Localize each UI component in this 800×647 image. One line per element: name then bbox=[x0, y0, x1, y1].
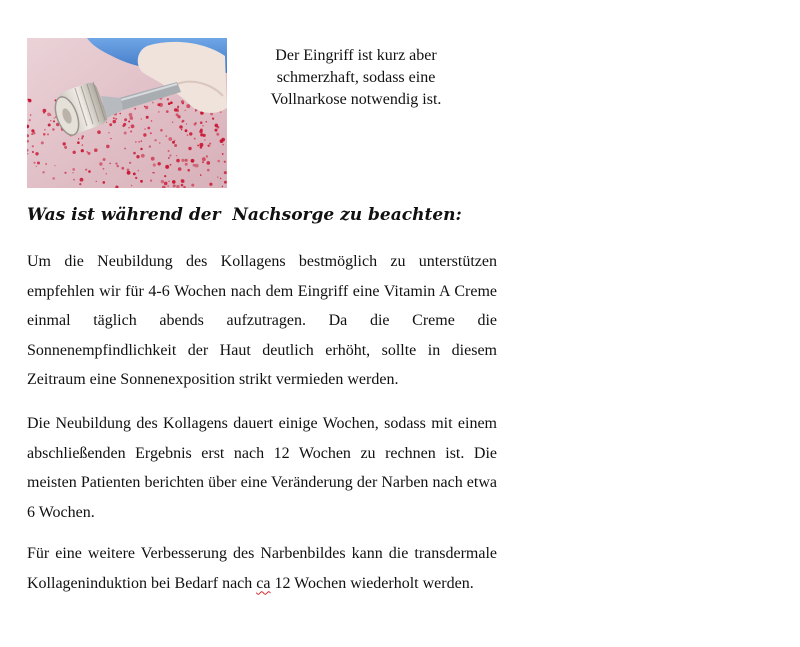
blood-dot bbox=[99, 162, 102, 165]
blood-dot bbox=[115, 118, 117, 120]
blood-dot bbox=[168, 150, 170, 152]
blood-dot bbox=[131, 185, 133, 187]
blood-dot bbox=[41, 141, 44, 144]
blood-dot bbox=[187, 134, 189, 136]
blood-dot bbox=[176, 155, 177, 156]
blood-dot bbox=[73, 151, 76, 154]
blood-dot bbox=[103, 168, 105, 170]
blood-dot bbox=[54, 165, 55, 166]
blood-dot bbox=[154, 139, 156, 141]
blood-dot bbox=[29, 119, 31, 121]
blood-dot bbox=[47, 133, 49, 135]
blood-dot bbox=[181, 129, 182, 130]
blood-dot bbox=[138, 141, 139, 142]
caption-line: schmerzhaft, sodass eine bbox=[276, 69, 436, 86]
blood-dot bbox=[115, 163, 117, 165]
blood-dot bbox=[37, 162, 40, 165]
blood-dot bbox=[124, 148, 126, 150]
blood-dot bbox=[147, 127, 150, 130]
dermaroller-treatment-photo bbox=[27, 38, 227, 188]
blood-dot bbox=[187, 169, 190, 172]
blood-dot bbox=[129, 162, 131, 164]
blood-dot bbox=[110, 138, 111, 139]
blood-dot bbox=[64, 146, 67, 149]
blood-dot bbox=[131, 124, 135, 128]
blood-dot bbox=[185, 163, 188, 166]
caption-line: Der Eingriff ist kurz aber bbox=[275, 47, 437, 64]
blood-dot bbox=[188, 147, 191, 150]
blood-dot bbox=[222, 153, 224, 155]
blood-dot bbox=[186, 123, 187, 124]
blood-dot bbox=[44, 129, 46, 131]
blood-dot bbox=[77, 141, 80, 144]
blood-dot bbox=[179, 125, 183, 129]
blood-dot bbox=[200, 121, 203, 124]
blood-dot bbox=[202, 157, 206, 161]
blood-dot bbox=[193, 164, 196, 167]
blood-dot bbox=[224, 161, 226, 163]
blood-dot bbox=[129, 113, 133, 117]
blood-dot bbox=[88, 152, 91, 155]
blood-dot bbox=[222, 144, 224, 146]
blood-dot bbox=[151, 120, 153, 122]
blood-dot bbox=[72, 168, 75, 171]
blood-dot bbox=[123, 123, 126, 126]
blood-dot bbox=[32, 151, 34, 153]
blood-dot bbox=[185, 129, 188, 132]
blood-dot bbox=[200, 133, 203, 136]
blood-dot bbox=[88, 170, 91, 173]
blood-dot bbox=[72, 172, 73, 173]
blood-dot bbox=[103, 181, 106, 184]
blood-dot bbox=[195, 122, 197, 124]
blood-dot bbox=[170, 164, 172, 166]
blood-dot bbox=[186, 104, 190, 108]
blood-dot bbox=[130, 116, 134, 120]
blood-dot bbox=[146, 116, 149, 119]
blood-dot bbox=[149, 145, 151, 147]
blood-dot bbox=[144, 106, 145, 107]
blood-dot bbox=[42, 171, 44, 173]
blood-dot bbox=[207, 169, 210, 172]
blood-dot bbox=[177, 107, 179, 109]
blood-dot bbox=[124, 118, 127, 121]
blood-dot bbox=[166, 110, 169, 113]
blood-dot bbox=[141, 154, 145, 158]
blood-dot bbox=[166, 135, 168, 137]
blood-dot bbox=[31, 133, 33, 135]
blood-dot bbox=[85, 169, 87, 171]
blood-dot bbox=[52, 177, 55, 180]
blood-dot bbox=[150, 180, 152, 182]
blood-dot bbox=[130, 131, 132, 133]
blood-dot bbox=[108, 132, 109, 133]
blood-dot bbox=[117, 165, 119, 167]
blood-dot bbox=[133, 152, 136, 155]
blood-dot bbox=[128, 127, 129, 128]
blood-dot bbox=[97, 130, 101, 134]
blood-dot bbox=[181, 159, 184, 162]
blood-dot bbox=[174, 144, 177, 147]
blood-dot bbox=[206, 155, 208, 157]
blood-dot bbox=[217, 176, 218, 177]
blood-dot bbox=[113, 120, 117, 124]
blood-dot bbox=[160, 129, 163, 132]
blood-dot bbox=[204, 139, 205, 140]
blood-dot bbox=[144, 128, 145, 129]
blood-dot bbox=[172, 141, 175, 144]
blood-dot bbox=[158, 162, 161, 165]
blood-dot bbox=[96, 181, 97, 182]
blood-dot bbox=[158, 111, 160, 113]
blood-dot bbox=[164, 175, 166, 177]
blood-dot bbox=[50, 120, 51, 121]
blood-dot bbox=[168, 102, 171, 105]
blood-dot bbox=[161, 180, 164, 183]
blood-dot bbox=[181, 100, 184, 103]
blood-dot bbox=[185, 159, 188, 162]
blood-dot bbox=[194, 138, 196, 140]
blood-dot bbox=[47, 113, 51, 117]
blood-dot bbox=[202, 161, 204, 163]
blood-dot bbox=[189, 132, 192, 135]
blood-dot bbox=[94, 148, 98, 152]
blood-dot bbox=[106, 145, 110, 149]
blood-dot bbox=[64, 172, 66, 174]
blood-dot bbox=[109, 123, 112, 126]
blood-dot bbox=[140, 180, 143, 183]
blood-dot bbox=[138, 170, 140, 172]
blood-dot bbox=[176, 113, 179, 116]
blood-dot bbox=[80, 178, 84, 182]
blood-dot bbox=[150, 132, 152, 134]
blood-dot bbox=[128, 121, 130, 123]
blood-dot bbox=[43, 109, 47, 113]
blood-dot bbox=[166, 166, 169, 169]
blood-dot bbox=[217, 160, 220, 163]
blood-dot bbox=[169, 154, 171, 156]
blood-dot bbox=[181, 184, 184, 187]
blood-dot bbox=[73, 179, 75, 181]
blood-dot bbox=[176, 108, 179, 111]
blood-dot bbox=[28, 99, 31, 102]
blood-dot bbox=[208, 145, 211, 148]
blood-dot bbox=[172, 121, 174, 123]
blood-dot bbox=[220, 111, 222, 113]
blood-dot bbox=[215, 124, 219, 128]
blood-dot bbox=[159, 103, 163, 107]
blood-dot bbox=[27, 153, 28, 154]
blood-dot bbox=[109, 163, 111, 165]
blood-dot bbox=[152, 172, 153, 173]
blood-dot bbox=[167, 185, 168, 186]
blood-dot bbox=[140, 148, 142, 150]
blood-dot bbox=[143, 133, 146, 136]
blood-dot bbox=[176, 159, 180, 163]
blood-dot bbox=[53, 120, 55, 122]
blood-dot bbox=[209, 183, 212, 186]
blood-dot bbox=[135, 141, 136, 142]
blood-dot bbox=[174, 140, 175, 141]
blood-dot bbox=[159, 142, 161, 144]
blood-dot bbox=[119, 113, 121, 115]
blood-dot bbox=[222, 186, 223, 187]
blood-dot bbox=[153, 172, 154, 173]
blood-dot bbox=[35, 152, 38, 155]
blood-dot bbox=[224, 181, 227, 184]
blood-dot bbox=[185, 110, 186, 111]
blood-dot bbox=[195, 164, 199, 168]
blood-dot bbox=[113, 117, 115, 119]
blood-dot bbox=[153, 163, 156, 166]
blood-dot bbox=[52, 128, 54, 130]
blood-dot bbox=[63, 142, 66, 145]
blood-dot bbox=[81, 149, 84, 152]
blood-dot bbox=[168, 157, 170, 159]
blood-dot bbox=[30, 114, 32, 116]
blood-dot bbox=[173, 184, 176, 187]
blood-dot bbox=[151, 157, 155, 161]
blood-dot bbox=[127, 169, 130, 172]
blood-dot bbox=[202, 125, 203, 126]
blood-dot bbox=[82, 135, 84, 137]
blood-dot bbox=[207, 161, 211, 165]
blood-dot bbox=[43, 133, 46, 136]
blood-dot bbox=[224, 171, 227, 174]
blood-dot bbox=[215, 129, 218, 132]
blood-dot bbox=[216, 133, 219, 136]
blood-dot bbox=[152, 102, 154, 104]
paragraph-text: 12 Wochen wiederholt werden. bbox=[270, 574, 474, 592]
blood-dot bbox=[181, 120, 183, 122]
blood-dot bbox=[36, 166, 37, 167]
blood-dot bbox=[178, 167, 182, 171]
blood-dot bbox=[168, 181, 169, 182]
blood-dot bbox=[199, 143, 203, 147]
blood-dot bbox=[127, 171, 131, 175]
paragraph-repeat-treatment bbox=[27, 539, 497, 598]
blood-dot bbox=[167, 98, 169, 100]
blood-dot bbox=[79, 183, 81, 185]
blood-dot bbox=[31, 129, 34, 132]
blood-dot bbox=[206, 121, 208, 123]
blood-dot bbox=[103, 158, 106, 161]
blood-dot bbox=[197, 145, 199, 147]
blood-dot bbox=[141, 140, 143, 142]
photo-caption bbox=[248, 45, 464, 111]
blood-dot bbox=[172, 180, 176, 184]
paragraph-collagen-result: Die Neubildung des Kollagens dauert einige Wochen, sodass mit einem abschließenden Ergebnis erst nach 12 Wochen zu rechnen ist. Die meisten Patienten berichten über eine Veränderung der Narben nach etwa 6 Wochen. bbox=[27, 415, 497, 521]
caption-line: Vollnarkose notwendig ist. bbox=[270, 91, 442, 108]
blood-dot bbox=[145, 106, 148, 109]
section-heading: Was ist während der Nachsorge zu beachten: bbox=[27, 205, 462, 225]
blood-dot bbox=[86, 151, 88, 153]
blood-dot bbox=[191, 184, 194, 187]
blood-dot bbox=[106, 173, 108, 175]
blood-dot bbox=[191, 159, 194, 162]
blood-dot bbox=[141, 118, 143, 120]
misspelled-word[interactable]: ca bbox=[256, 574, 271, 592]
blood-dot bbox=[135, 177, 137, 179]
blood-dot bbox=[32, 145, 34, 147]
blood-dot bbox=[133, 173, 136, 176]
blood-dot bbox=[200, 174, 202, 176]
blood-dot bbox=[134, 108, 136, 110]
blood-dot bbox=[54, 117, 55, 118]
blood-dot bbox=[136, 155, 139, 158]
blood-dot bbox=[48, 124, 51, 127]
blood-dot bbox=[220, 178, 222, 180]
blood-dot bbox=[212, 118, 214, 120]
blood-dot bbox=[209, 143, 211, 145]
blood-dot bbox=[199, 130, 202, 133]
blood-dot bbox=[124, 132, 127, 135]
blood-dot bbox=[220, 139, 224, 143]
blood-dot bbox=[121, 167, 124, 170]
blood-dot bbox=[164, 182, 168, 186]
paragraph-text: Für eine weitere Verbesserung des Narbenbildes kann die transdermale Kollageninduktion bei Bedarf nach bbox=[27, 545, 497, 592]
blood-dot bbox=[82, 144, 84, 146]
blood-dot bbox=[45, 163, 47, 165]
blood-dot bbox=[106, 122, 107, 123]
blood-dot bbox=[78, 138, 79, 139]
dermaroller-icon bbox=[27, 38, 227, 188]
blood-dot bbox=[34, 162, 36, 164]
blood-dot bbox=[168, 137, 172, 141]
paragraph-aftercare-cream: Um die Neubildung des Kollagens bestmöglich zu unterstützen empfehlen wir für 4-6 Wochen nach dem Eingriff eine Vitamin A Creme einmal täglich abends aufzutragen. Da die Creme die Sonnenempfindlichkeit der Haut deutlich erhöht, sollte in diesem Zeitraum eine Sonnenexposition strikt vermieden werden. bbox=[27, 253, 497, 388]
blood-dot bbox=[181, 179, 184, 182]
